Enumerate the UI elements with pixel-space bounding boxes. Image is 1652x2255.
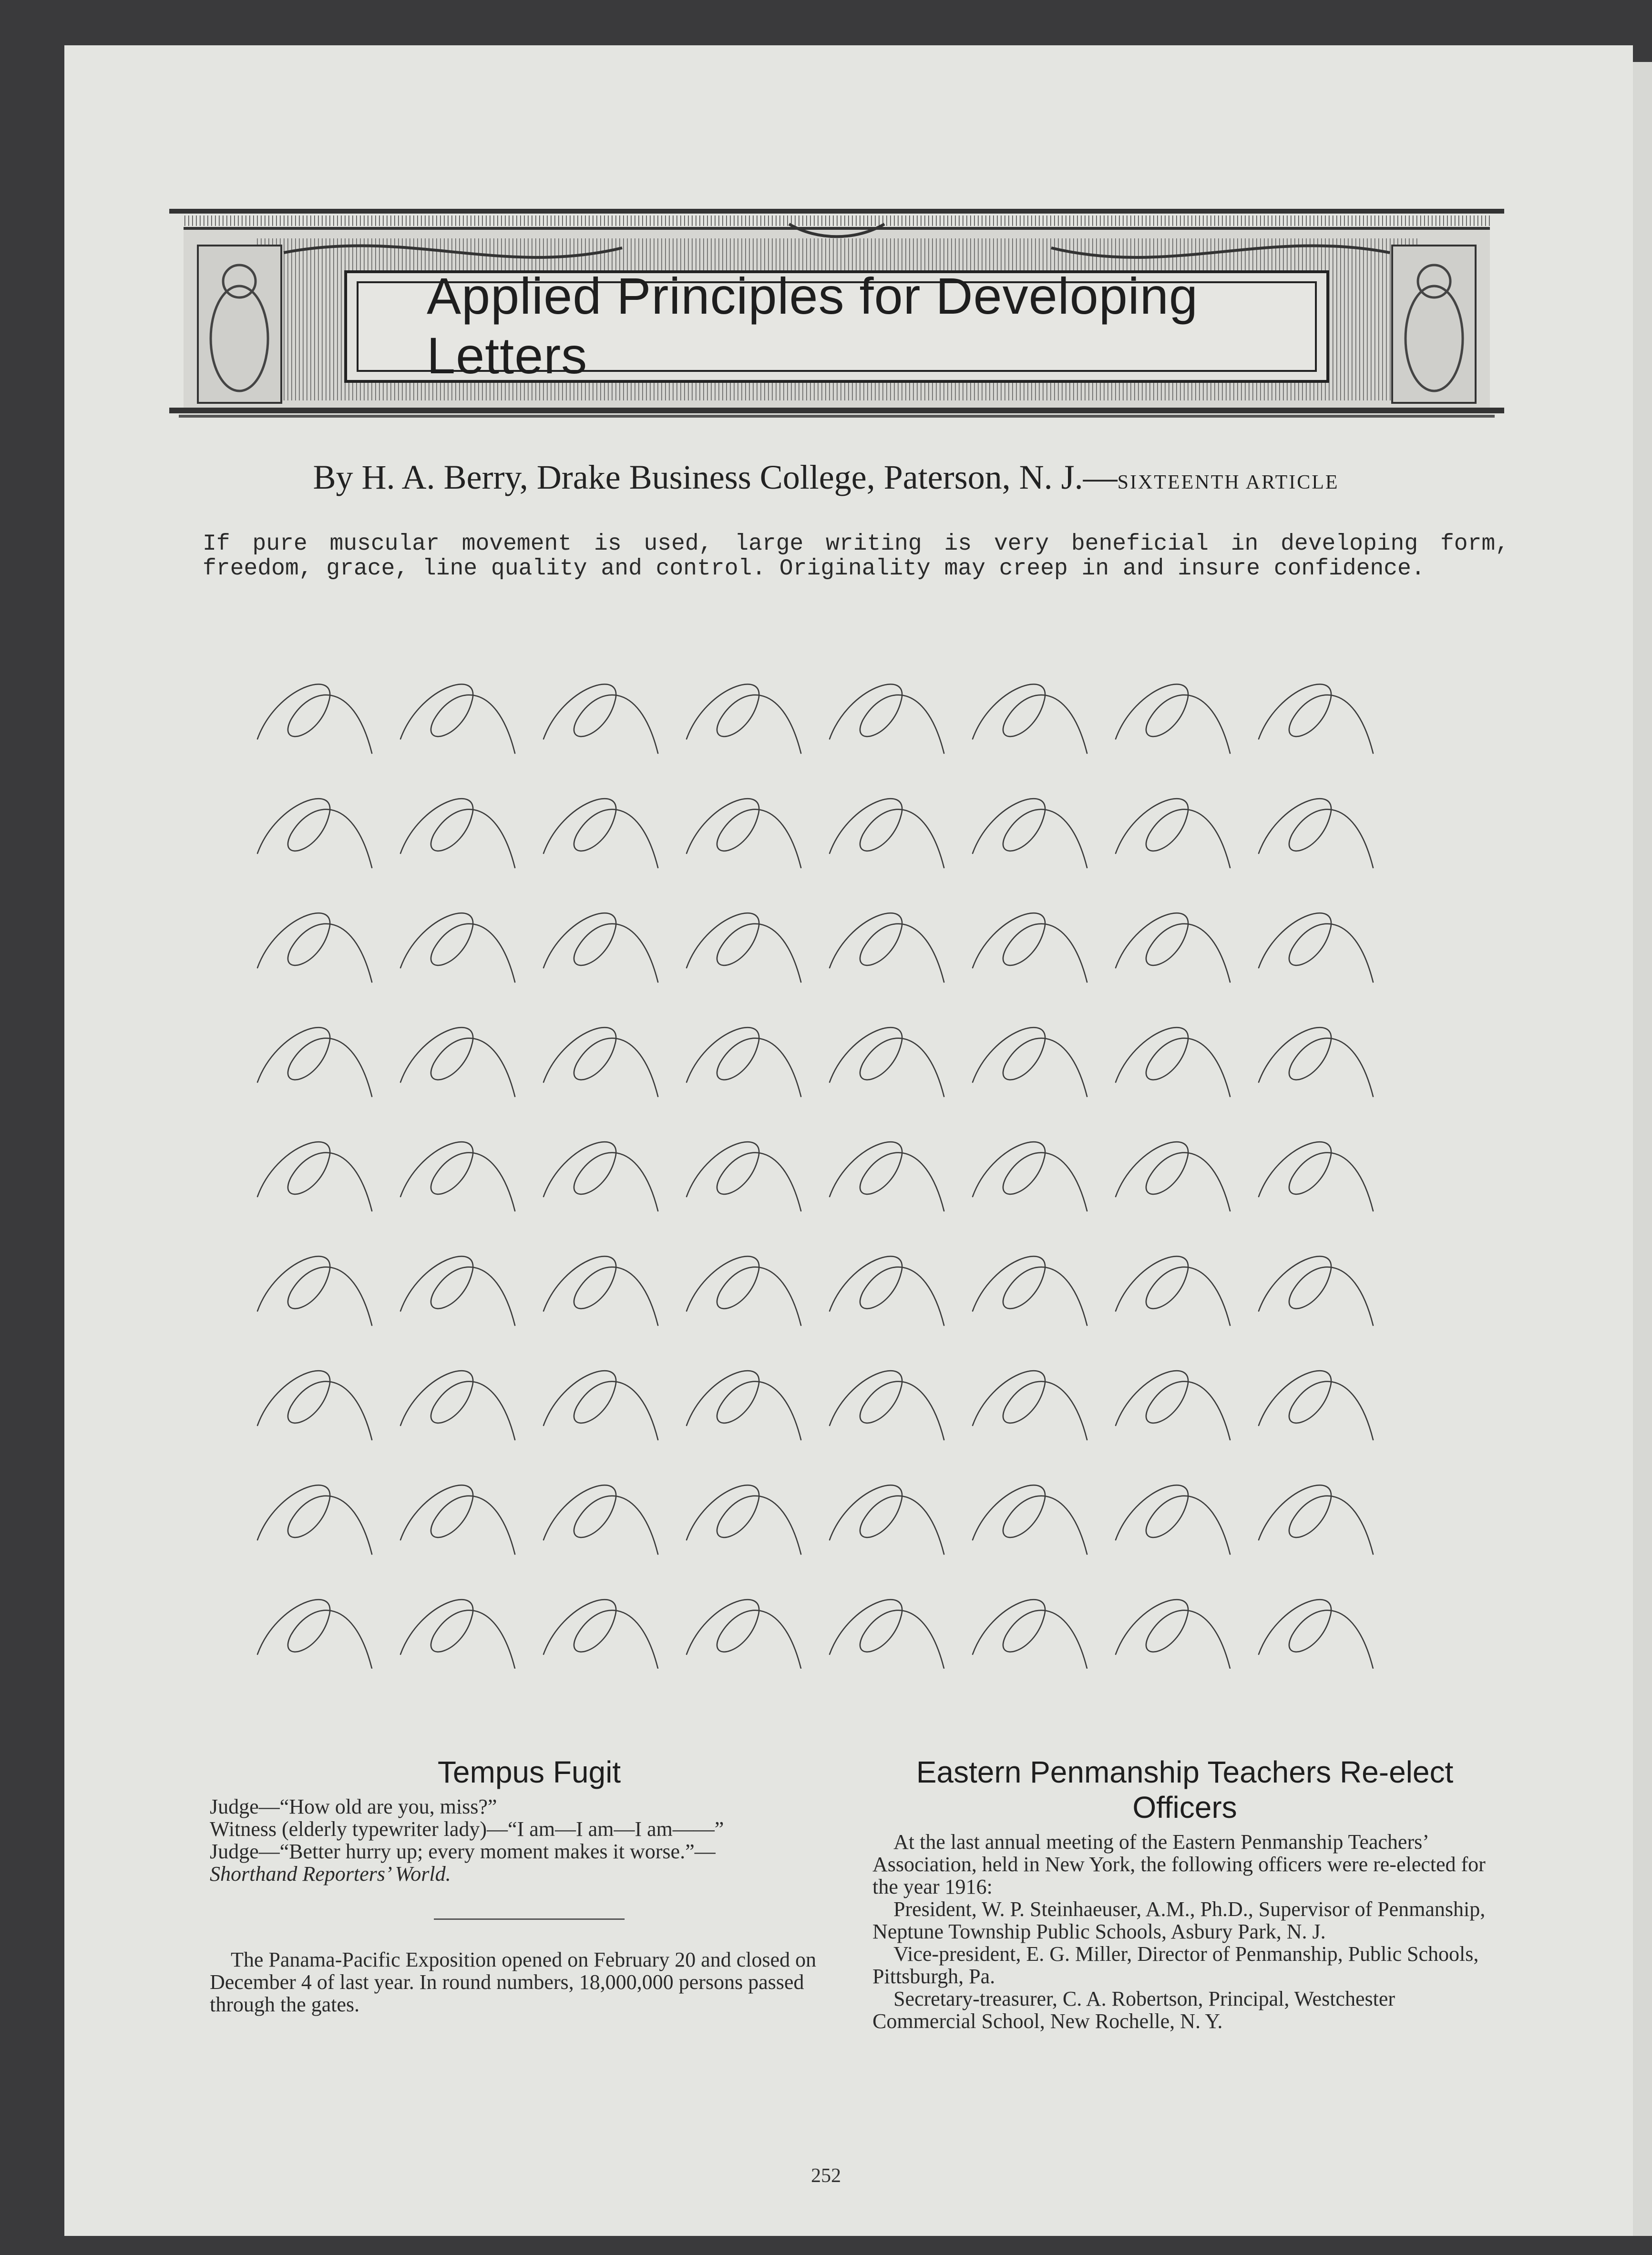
article-number: SIXTEENTH ARTICLE <box>1117 472 1339 493</box>
practice-stroke-b <box>973 799 1087 868</box>
specimen-drawing <box>229 639 1468 1669</box>
officer-entry: President, W. P. Steinhaeuser, A.M., Ph.D., Supervisor of Penmanship, Neptune Township Public Schools, Asbury Park, N. J. <box>872 1897 1486 1943</box>
practice-stroke-c <box>830 913 944 982</box>
practice-stroke-c <box>687 913 801 982</box>
practice-stroke-g <box>973 1371 1087 1440</box>
practice-stroke-i <box>1259 1599 1373 1669</box>
practice-stroke-h <box>1116 1485 1230 1554</box>
practice-stroke-c <box>257 913 372 982</box>
practice-stroke-a <box>1259 684 1373 753</box>
practice-stroke-d <box>687 1027 801 1097</box>
practice-stroke-h <box>257 1485 372 1554</box>
tempus-fugit-heading: Tempus Fugit <box>437 1755 621 1789</box>
officers-intro: At the last annual meeting of the Eastern Penmanship Teachers’ Association, held in New York, the following officers were re-elected for the year 1916: <box>872 1830 1486 1898</box>
byline <box>0 458 1652 497</box>
practice-stroke-b <box>400 799 515 868</box>
practice-stroke-d <box>400 1027 515 1097</box>
practice-stroke-i <box>544 1599 658 1669</box>
practice-stroke-e <box>544 1142 658 1211</box>
officers-column <box>872 1754 1497 2032</box>
practice-stroke-h <box>400 1485 515 1554</box>
practice-stroke-b <box>257 799 372 868</box>
practice-stroke-a <box>544 684 658 753</box>
practice-stroke-b <box>687 799 801 868</box>
practice-stroke-e <box>830 1142 944 1211</box>
practice-stroke-g <box>830 1371 944 1440</box>
byline-author: By H. A. Berry, Drake Business College, Paterson, N. J.— <box>313 458 1118 496</box>
practice-stroke-i <box>973 1599 1087 1669</box>
practice-stroke-d <box>830 1027 944 1097</box>
practice-stroke-f <box>400 1256 515 1325</box>
source-credit: Shorthand Reporters’ World. <box>210 1862 451 1886</box>
practice-stroke-h <box>830 1485 944 1554</box>
dialogue-line: Judge—“How old are you, miss?” <box>210 1795 497 1818</box>
scan-border <box>0 2236 1652 2255</box>
practice-stroke-b <box>544 799 658 868</box>
divider <box>434 1918 625 1920</box>
practice-stroke-b <box>1116 799 1230 868</box>
practice-stroke-c <box>1259 913 1373 982</box>
dialogue-line: Judge—“Better hurry up; every moment makes it worse.”— <box>210 1840 716 1863</box>
practice-stroke-i <box>687 1599 801 1669</box>
intro-paragraph: If pure muscular movement is used, large writing is very beneficial in developing form, freedom, grace, line quality and control. Originality may creep in and insure confidence. <box>203 531 1509 582</box>
practice-stroke-f <box>1116 1256 1230 1325</box>
practice-stroke-c <box>544 913 658 982</box>
officer-entry: Secretary-treasurer, C. A. Robertson, Principal, Westchester Commercial School, New Rochelle, N. Y. <box>872 1987 1395 2033</box>
practice-stroke-d <box>973 1027 1087 1097</box>
practice-stroke-i <box>400 1599 515 1669</box>
practice-stroke-a <box>687 684 801 753</box>
practice-stroke-g <box>1259 1371 1373 1440</box>
title-banner <box>169 157 1504 431</box>
page-title: Applied Principles for Developing Letters <box>427 266 1198 384</box>
practice-stroke-h <box>1259 1485 1373 1554</box>
practice-stroke-f <box>1259 1256 1373 1325</box>
practice-stroke-e <box>687 1142 801 1211</box>
practice-stroke-a <box>830 684 944 753</box>
practice-stroke-b <box>1259 799 1373 868</box>
practice-stroke-d <box>257 1027 372 1097</box>
practice-stroke-f <box>257 1256 372 1325</box>
practice-stroke-e <box>257 1142 372 1211</box>
practice-stroke-h <box>687 1485 801 1554</box>
practice-stroke-b <box>830 799 944 868</box>
facing-page-edge <box>1633 62 1652 2255</box>
practice-stroke-g <box>400 1371 515 1440</box>
tempus-fugit-column <box>210 1754 849 2016</box>
practice-stroke-d <box>1116 1027 1230 1097</box>
exposition-note: The Panama-Pacific Exposition opened on February 20 and closed on December 4 of last year. In round numbers, 18,000,000 persons passed through the gates. <box>210 1948 817 2016</box>
practice-stroke-a <box>973 684 1087 753</box>
penmanship-specimens <box>229 639 1468 1669</box>
practice-stroke-d <box>544 1027 658 1097</box>
practice-stroke-e <box>1259 1142 1373 1211</box>
dialogue-line: Witness (elderly typewriter lady)—“I am—I am—I am——” <box>210 1817 724 1841</box>
practice-stroke-i <box>830 1599 944 1669</box>
practice-stroke-c <box>973 913 1087 982</box>
practice-stroke-e <box>973 1142 1087 1211</box>
practice-stroke-e <box>1116 1142 1230 1211</box>
practice-stroke-i <box>1116 1599 1230 1669</box>
practice-stroke-g <box>544 1371 658 1440</box>
practice-stroke-h <box>544 1485 658 1554</box>
practice-stroke-f <box>544 1256 658 1325</box>
practice-stroke-e <box>400 1142 515 1211</box>
practice-stroke-i <box>257 1599 372 1669</box>
practice-stroke-c <box>1116 913 1230 982</box>
officers-heading: Eastern Penmanship Teachers Re-elect Officers <box>916 1755 1454 1824</box>
page-number: 252 <box>811 2165 841 2187</box>
practice-stroke-a <box>400 684 515 753</box>
practice-stroke-f <box>687 1256 801 1325</box>
practice-stroke-g <box>257 1371 372 1440</box>
practice-stroke-a <box>257 684 372 753</box>
practice-stroke-g <box>1116 1371 1230 1440</box>
practice-stroke-g <box>687 1371 801 1440</box>
practice-stroke-a <box>1116 684 1230 753</box>
practice-stroke-f <box>830 1256 944 1325</box>
practice-stroke-h <box>973 1485 1087 1554</box>
practice-stroke-f <box>973 1256 1087 1325</box>
officer-entry: Vice-president, E. G. Miller, Director of Penmanship, Public Schools, Pittsburgh, Pa. <box>872 1942 1479 1988</box>
practice-stroke-d <box>1259 1027 1373 1097</box>
practice-stroke-c <box>400 913 515 982</box>
